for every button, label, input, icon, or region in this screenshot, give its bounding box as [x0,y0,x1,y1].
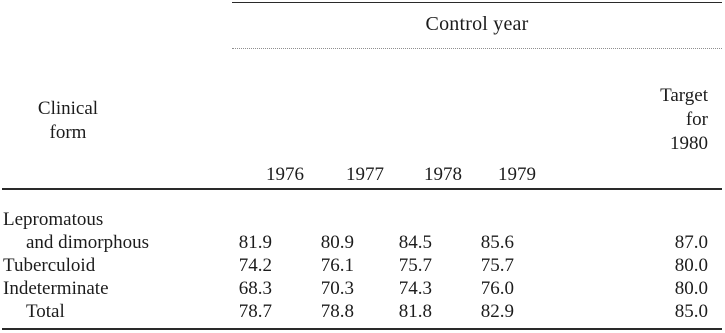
column-header-1978: 1978 [424,164,462,185]
column-header-1977: 1977 [346,164,384,185]
target-header-line: for [685,109,708,130]
table-cell: 68.3 [238,278,272,299]
target-header-line: 1980 [670,133,708,154]
stub-header-line: form [49,122,87,143]
column-header-target [620,84,708,156]
stub-header-line: Clinical [37,98,99,119]
table-cell: 81.9 [238,232,272,253]
table-cell: 76.0 [480,278,514,299]
row-label-lepromatous-cont: and dimorphous [26,232,149,253]
stub-header [3,97,133,145]
table-cell: 80.0 [674,278,708,299]
table-cell: 87.0 [674,232,708,253]
header-rule [2,188,722,190]
table-cell: 78.7 [238,301,272,322]
table-cell: 84.5 [398,232,432,253]
table-cell: 85.0 [674,301,708,322]
row-label-indeterminate: Indeterminate [3,278,109,299]
spanner-dotted-rule [232,48,722,52]
target-header-line: Target [660,85,708,106]
row-label-tuberculoid: Tuberculoid [3,255,96,276]
table-cell: 75.7 [398,255,432,276]
table-cell: 81.8 [398,301,432,322]
table-cell: 78.8 [320,301,354,322]
table-cell: 80.9 [320,232,354,253]
table-cell: 76.1 [320,255,354,276]
table-cell: 75.7 [480,255,514,276]
table-cell: 80.0 [674,255,708,276]
bottom-rule [2,328,722,330]
table-cell: 82.9 [480,301,514,322]
row-label-lepromatous: Lepromatous [3,209,104,230]
top-rule [232,2,722,3]
column-header-1976: 1976 [266,164,304,185]
column-header-1979: 1979 [498,164,536,185]
row-label-total: Total [26,301,65,322]
table-cell: 70.3 [320,278,354,299]
table-cell: 74.2 [238,255,272,276]
table-cell: 85.6 [480,232,514,253]
table-cell: 74.3 [398,278,432,299]
column-spanner-label: Control year [425,13,529,35]
